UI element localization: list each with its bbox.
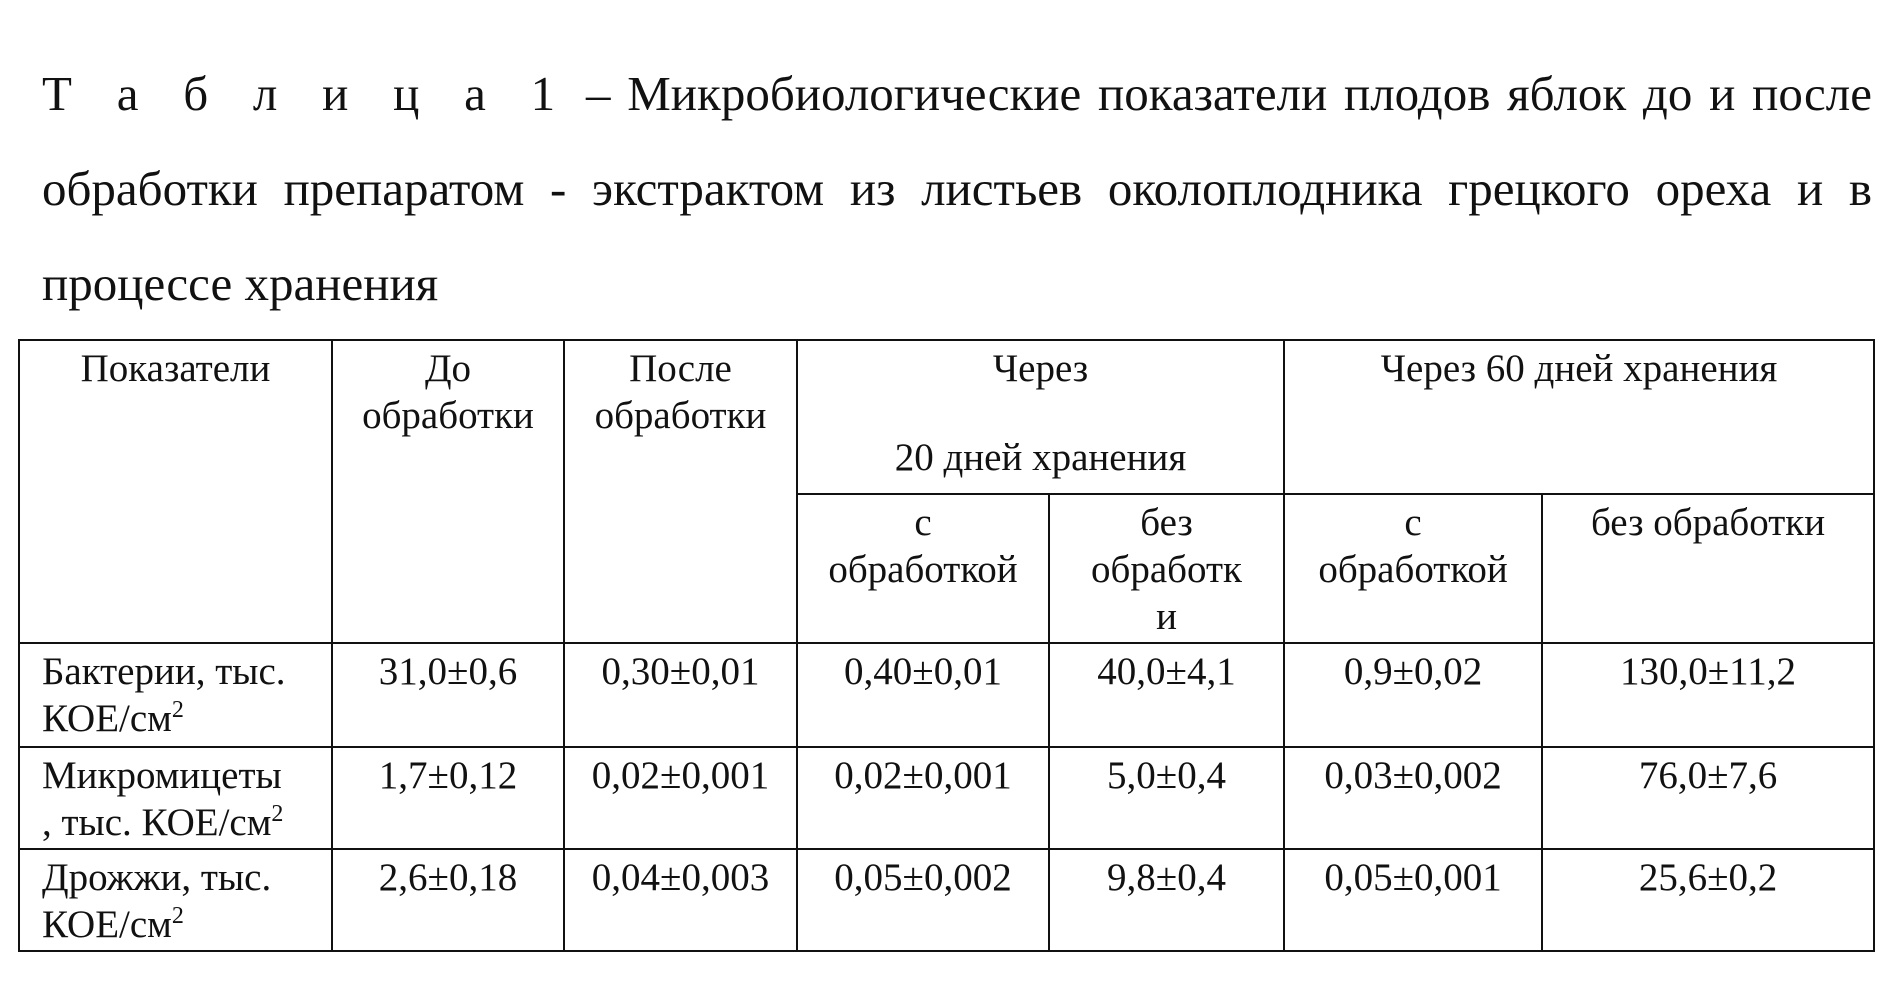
header-20-days-line2: 20 дней хранения	[894, 436, 1187, 479]
subheader-20-without-line2: обработк	[1091, 548, 1242, 591]
row-label-line1: Бактерии, тыс.	[42, 650, 286, 693]
microbiology-table	[18, 339, 1875, 952]
row-label-line1: Дрожжи, тыс.	[42, 856, 272, 899]
subheader-20-with-line1: с	[914, 501, 932, 544]
header-after-20-days	[797, 340, 1284, 494]
subheader-20-with-treatment	[797, 494, 1049, 643]
row-label-bacteria	[19, 643, 332, 747]
header-after-line2: обработки	[594, 394, 767, 437]
cell-after: 0,04±0,003	[564, 849, 797, 951]
table-row	[19, 747, 1874, 849]
subheader-60-with-line1: с	[1404, 501, 1422, 544]
cell-after: 0,02±0,001	[564, 747, 797, 849]
cell-before: 31,0±0,6	[332, 643, 564, 747]
subheader-60-with-line2: обработкой	[1318, 548, 1508, 591]
header-row-main	[19, 340, 1874, 494]
cell-before: 1,7±0,12	[332, 747, 564, 849]
header-indicator-label: Показатели	[80, 347, 271, 390]
header-after-treatment	[564, 340, 797, 643]
cell-60-with: 0,03±0,002	[1284, 747, 1542, 849]
table-row	[19, 643, 1874, 747]
cell-60-without: 76,0±7,6	[1542, 747, 1874, 849]
cell-20-with: 0,05±0,002	[797, 849, 1049, 951]
row-label-line2-wrap	[42, 695, 325, 742]
subheader-20-without-treatment	[1049, 494, 1284, 643]
header-60-days-label: Через 60 дней хранения	[1380, 347, 1778, 390]
row-label-micromycetes	[19, 747, 332, 849]
row-label-line2: , тыс. КОЕ/см	[42, 801, 272, 844]
row-label-line2: КОЕ/см	[42, 697, 172, 740]
cell-60-without: 130,0±11,2	[1542, 643, 1874, 747]
subheader-20-without-line3: и	[1156, 595, 1177, 638]
header-before-treatment	[332, 340, 564, 643]
cell-60-without: 25,6±0,2	[1542, 849, 1874, 951]
row-label-line1: Микромицеты	[42, 754, 282, 797]
subheader-60-without-label: без обработки	[1590, 501, 1826, 544]
unit-superscript: 2	[171, 697, 184, 723]
header-before-line2: обработки	[362, 394, 534, 437]
unit-superscript: 2	[271, 801, 284, 827]
cell-20-without: 5,0±0,4	[1049, 747, 1284, 849]
table-caption	[42, 46, 1872, 331]
header-after-line1: После	[629, 347, 732, 390]
header-20-days-line1: Через	[992, 347, 1089, 390]
subheader-20-without-line1: без	[1140, 501, 1193, 544]
cell-after: 0,30±0,01	[564, 643, 797, 747]
unit-superscript: 2	[171, 903, 184, 929]
header-before-line1: До	[424, 347, 472, 390]
table-caption-label: Т а б л и ц а 1	[42, 66, 570, 121]
row-label-line2-wrap	[42, 901, 325, 948]
cell-60-with: 0,05±0,001	[1284, 849, 1542, 951]
subheader-60-with-treatment	[1284, 494, 1542, 643]
row-label-line2: КОЕ/см	[42, 903, 172, 946]
subheader-60-without-treatment	[1542, 494, 1874, 643]
row-label-line2-wrap	[42, 799, 325, 846]
cell-before: 2,6±0,18	[332, 849, 564, 951]
cell-20-with: 0,40±0,01	[797, 643, 1049, 747]
table-caption-text: – Микробиологические показатели плодов яблок до и после обработки препаратом - экстрактом из листьев околоплодника грецкого ореха и в процессе хранения	[42, 66, 1872, 311]
header-after-60-days	[1284, 340, 1874, 494]
cell-20-with: 0,02±0,001	[797, 747, 1049, 849]
subheader-20-with-line2: обработкой	[828, 548, 1018, 591]
table-row	[19, 849, 1874, 951]
header-indicator	[19, 340, 332, 643]
cell-20-without: 40,0±4,1	[1049, 643, 1284, 747]
cell-20-without: 9,8±0,4	[1049, 849, 1284, 951]
row-label-yeast	[19, 849, 332, 951]
cell-60-with: 0,9±0,02	[1284, 643, 1542, 747]
